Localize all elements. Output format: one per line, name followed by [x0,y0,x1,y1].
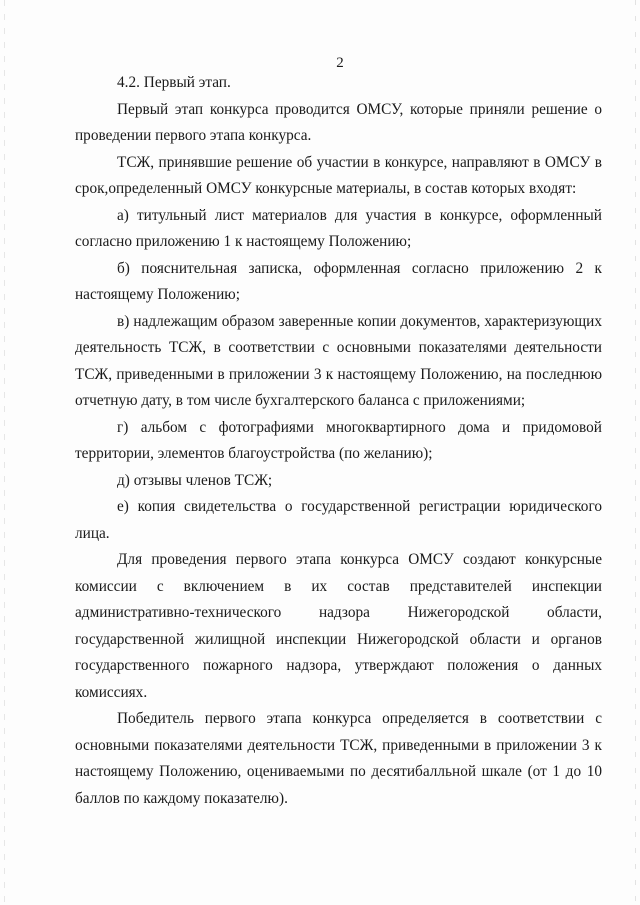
list-item-f: е) копия свидетельства о государственной регистрации юридического лица. [75,498,602,542]
paragraph-materials: ТСЖ, принявшие решение об участии в конкурсе, направляют в ОМСУ в срок,определенный ОМСУ конкурсные материалы, в состав которых входят: [75,153,602,197]
document-body [75,70,602,812]
paragraph-first-stage: Первый этап конкурса проводится ОМСУ, которые приняли решение о проведении первого этапа конкурса. [75,100,602,144]
list-item-e: д) отзывы членов ТСЖ; [117,471,273,489]
scan-edge-right [635,0,636,905]
list-item-a: а) титульный лист материалов для участия в конкурсе, оформленный согласно приложению 1 к настоящему Положению; [75,206,602,250]
page-number: 2 [336,55,344,71]
list-item-c: в) надлежащим образом заверенные копии документов, характеризующих деятельность ТСЖ, в соответствии с основными показателями деятельности ТСЖ, приведенными в приложении 3 к настоящему Положению, на последнюю отчетную дату, в том числе бухгалтерского баланса с приложениями; [75,312,602,409]
section-heading: 4.2. Первый этап. [117,74,231,91]
list-item-b: б) пояснительная записка, оформленная согласно приложению 2 к настоящему Положению; [75,259,602,303]
list-item-d: г) альбом с фотографиями многоквартирного дома и придомовой территории, элементов благоустройства (по желанию); [75,418,602,462]
paragraph-winner: Победитель первого этапа конкурса определяется в соответствии с основными показателями деятельности ТСЖ, приведенными в приложении 3 к настоящему Положению, оцениваемыми по десятибалльной шкале (от 1 до 10 баллов по каждому показателю). [75,710,602,807]
scan-edge-left [4,0,5,905]
paragraph-commissions: Для проведения первого этапа конкурса ОМСУ создают конкурсные комиссии с включением в их состав представителей инспекции административно-технического надзора Нижегородской области, государственной жилищной инспекции Нижегородской области и органов государственного пожарного надзора, утверждают положения о данных комиссиях. [75,551,602,701]
